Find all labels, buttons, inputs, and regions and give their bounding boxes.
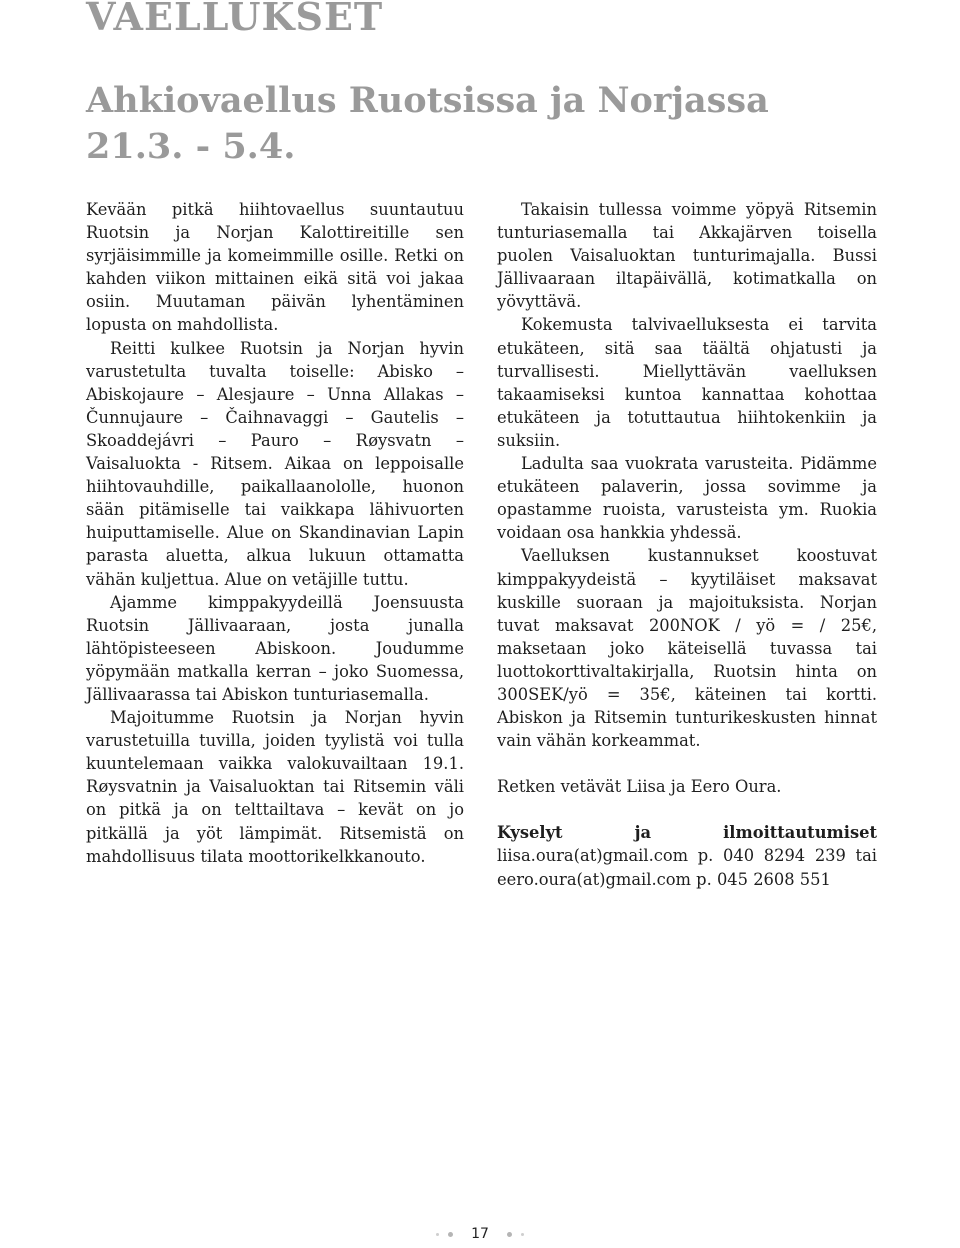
intro-paragraph: Kevään pitkä hiihtovaellus suuntautuu Ruotsin ja Norjan Kalottireitille sen syrjäisimmille ja komeimmille osille. Retki on kahden viikon mittainen eikä sitä voi jakaa osiin. Muutaman päivän lyhentäminen lopusta on mahdollista.: [86, 200, 464, 335]
left-column: [86, 198, 464, 868]
costs-paragraph: Vaelluksen kustannukset koostuvat kimppakyydeistä – kyytiläiset maksavat kuskille suoraan ja majoituksista. Norjan tuvat maksavat 200NOK / yö = / 25€, maksetaan joko käteisellä tuvassa tai luottokorttivaltakirjalla, Ruotsin hinta on 300SEK/yö = 35€, käteinen tai kortti. Abiskon ja Ritsemin tunturikeskusten hinnat vain vähän korkeammat.: [497, 546, 877, 751]
article-title-line1: Ahkiovaellus Ruotsissa ja Norjassa: [86, 80, 769, 121]
footer-dot-icon: [521, 1233, 524, 1236]
contact-details: liisa.oura(at)gmail.com p. 040 8294 239 tai eero.oura(at)gmail.com p. 045 2608 551: [497, 846, 877, 889]
return-paragraph: Takaisin tullessa voimme yöpyä Ritsemin tunturiasemalla tai Akkajärven toisella puolen Vaisaluoktan tunturimajalla. Bussi Jällivaaraan iltapäivällä, kotimatkalla on yövyttävä.: [497, 200, 877, 312]
footer-dot-icon: [436, 1233, 439, 1236]
article-title: [86, 78, 866, 170]
footer-dot-icon: [448, 1232, 453, 1237]
contact-label: Kyselyt ja ilmoittautumiset: [497, 823, 877, 843]
footer-dot-icon: [507, 1232, 512, 1237]
page-footer: [0, 1226, 960, 1242]
experience-paragraph: Kokemusta talvivaelluksesta ei tarvita etukäteen, sitä saa täältä ohjatusti ja turvallisesti. Miellyttävän vaelluksen takaamiseksi kuntoa kannattaa kohottaa etukäteen ja totuttautua hiihtokenkiin ja suksiin.: [497, 315, 877, 450]
travel-paragraph: Ajamme kimppakyydeillä Joensuusta Ruotsin Jällivaaraan, josta junalla lähtöpisteeseen Abiskoon. Joudumme yöpymään matkalla kerran – joko Suomessa, Jällivaarassa tai Abiskon tunturiasemalla.: [86, 592, 464, 704]
section-header: VAELLUKSET: [86, 0, 384, 39]
right-column: [497, 198, 877, 891]
accommodation-paragraph: Majoitumme Ruotsin ja Norjan hyvin varustetuilla tuvilla, joiden tyylistä voi tulla kuuntelemaan vaikka valokuvailtaan 19.1. Røysvatnin ja Vaisaluoktan tai Ritsemin väli on pitkä ja on telttailtava – kevät on jo pitkällä ja yöt lämpimät. Ritsemistä on mahdollisuus tilata moottorikelkkanouto.: [86, 708, 464, 866]
contact-paragraph: [497, 821, 877, 890]
page-number: 17: [471, 1226, 489, 1242]
equipment-paragraph: Ladulta saa vuokrata varusteita. Pidämme etukäteen palaverin, jossa sovimme ja opastamme ruoista, varusteista ym. Ruokia voidaan osa hankkia yhdessä.: [497, 454, 877, 543]
article-title-line2: 21.3. - 5.4.: [86, 126, 296, 167]
leaders-paragraph: Retken vetävät Liisa ja Eero Oura.: [497, 777, 782, 797]
route-paragraph: Reitti kulkee Ruotsin ja Norjan hyvin varustetulta tuvalta toiselle: Abisko – Abiskojaure – Alesjaure – Unna Allakas – Čunnujaure – Čaihnavaggi – Gautelis – Skoaddejávri – Pauro – Røysvatn – Vaisaluokta - Ritsem. Aikaa on leppoisalle hiihtovauhdille, paikallaanololle, huonon sään pitämiselle tai vaikkapa lähivuorten huiputtamiselle. Alue on Skandinavian Lapin parasta aluetta, alkua lukuun ottamatta vähän kuljettua. Alue on vetäjille tuttu.: [86, 338, 464, 589]
